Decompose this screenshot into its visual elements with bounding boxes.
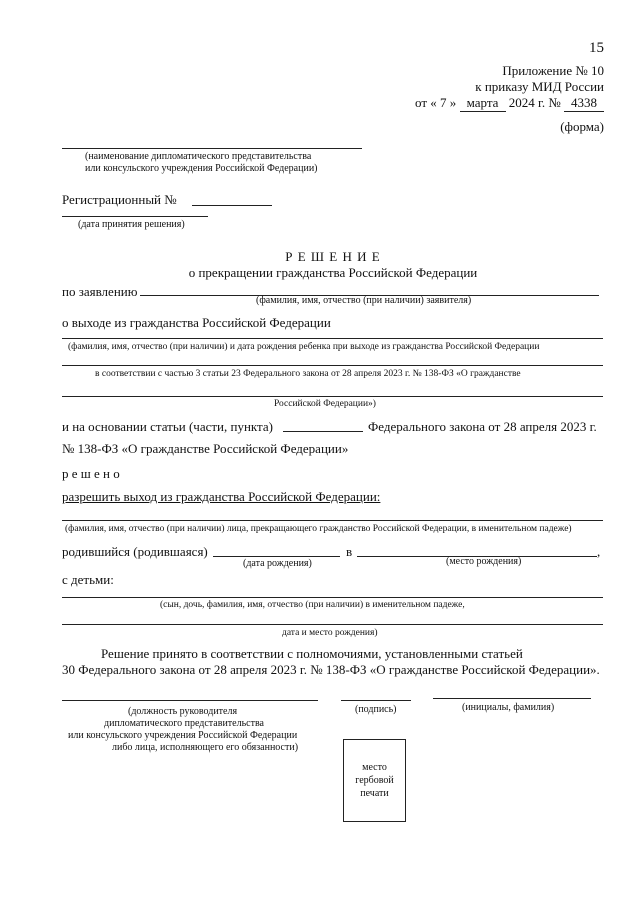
basis-end: Федерального закона от 28 апреля 2023 г. xyxy=(368,419,597,434)
stamp-placeholder-box xyxy=(343,739,406,822)
child-caption: (фамилия, имя, отчество (при наличии) и дата рождения ребенка при выходе из гражданства Российской Федерации xyxy=(68,342,540,352)
name-caption: (инициалы, фамилия) xyxy=(462,702,555,713)
basis-line-2: № 138-ФЗ «О гражданстве Российской Федерации» xyxy=(62,441,349,456)
permit-text: разрешить выход из гражданства Российской Федерации: xyxy=(62,489,381,504)
signature-caption: (подпись) xyxy=(355,704,397,715)
law-line-2 xyxy=(62,396,603,397)
born-comma: , xyxy=(597,544,601,559)
basis-start: и на основании статьи (части, пункта) xyxy=(62,419,273,434)
order-label: к приказу МИД России xyxy=(475,79,604,94)
registration-label: Регистрационный № xyxy=(62,192,177,207)
position-caption-3: или консульского учреждения Российской Федерации xyxy=(68,730,298,741)
document-subtitle: о прекращении гражданства Российской Федерации xyxy=(188,265,478,280)
date-month: марта xyxy=(460,95,506,112)
article-line xyxy=(283,431,363,432)
document-title: Р Е Ш Е Н И Е xyxy=(285,249,381,264)
exit-text: о выходе из гражданства Российской Федерации xyxy=(62,315,331,330)
page-number: 15 xyxy=(589,40,604,56)
stamp-text-2: гербовой xyxy=(355,775,394,786)
stamp-text-3: печати xyxy=(360,788,389,799)
children-caption-2: дата и место рождения) xyxy=(282,628,378,638)
person-caption: (фамилия, имя, отчество (при наличии) лица, прекращающего гражданство Российской Федерации, в именительном падеже) xyxy=(65,524,572,534)
person-line xyxy=(62,520,603,521)
birth-date-line xyxy=(213,556,340,557)
position-caption-1: (должность руководителя xyxy=(128,706,238,717)
law-caption-2: Российской Федерации») xyxy=(274,399,376,409)
name-line xyxy=(433,698,591,699)
born-in: в xyxy=(346,544,353,559)
resolved-label: р е ш е н о xyxy=(62,466,120,481)
decision-date-line xyxy=(62,216,208,217)
mission-caption-1: (наименование дипломатического представительства xyxy=(85,151,312,162)
children-line-2 xyxy=(62,624,603,625)
position-caption-2: дипломатического представительства xyxy=(104,718,264,729)
date-prefix: от « xyxy=(415,95,437,110)
law-caption-1: в соответствии с частью 3 статьи 23 Федерального закона от 28 апреля 2023 г. № 138-ФЗ «О гражданстве xyxy=(95,369,521,379)
law-line xyxy=(62,365,603,366)
signature-line xyxy=(341,700,411,701)
applicant-caption: (фамилия, имя, отчество (при наличии) заявителя) xyxy=(256,295,472,306)
date-year: 2024 г. № xyxy=(508,95,561,110)
date-mid: » xyxy=(449,95,457,110)
registration-number-line xyxy=(192,205,272,206)
order-number: 4338 xyxy=(564,95,604,112)
children-caption: (сын, дочь, фамилия, имя, отчество (при наличии) в именительном падеже, xyxy=(160,600,465,610)
birth-date-caption: (дата рождения) xyxy=(243,558,312,569)
date-day: 7 xyxy=(440,95,447,110)
birth-place-caption: (место рождения) xyxy=(446,556,522,567)
child-line xyxy=(62,338,603,339)
appendix-label: Приложение № 10 xyxy=(502,63,604,78)
order-date xyxy=(415,95,604,112)
by-application-label: по заявлению xyxy=(62,284,138,299)
position-caption-4: либо лица, исполняющего его обязанности) xyxy=(112,742,299,753)
mission-name-line xyxy=(62,148,362,149)
position-line xyxy=(62,700,318,701)
born-label: родившийся (родившаяся) xyxy=(62,544,208,559)
stamp-text-1: место xyxy=(362,762,387,773)
authority-para-1: Решение принято в соответствии с полномочиями, установленными статьей xyxy=(101,646,523,661)
with-children-label: с детьми: xyxy=(62,572,114,587)
mission-caption-2: или консульского учреждения Российской Федерации) xyxy=(85,163,318,174)
form-label: (форма) xyxy=(560,119,604,134)
authority-para-2: 30 Федерального закона от 28 апреля 2023 г. № 138-ФЗ «О гражданстве Российской Федерации». xyxy=(62,662,600,677)
children-line xyxy=(62,597,603,598)
decision-date-caption: (дата принятия решения) xyxy=(78,219,185,230)
